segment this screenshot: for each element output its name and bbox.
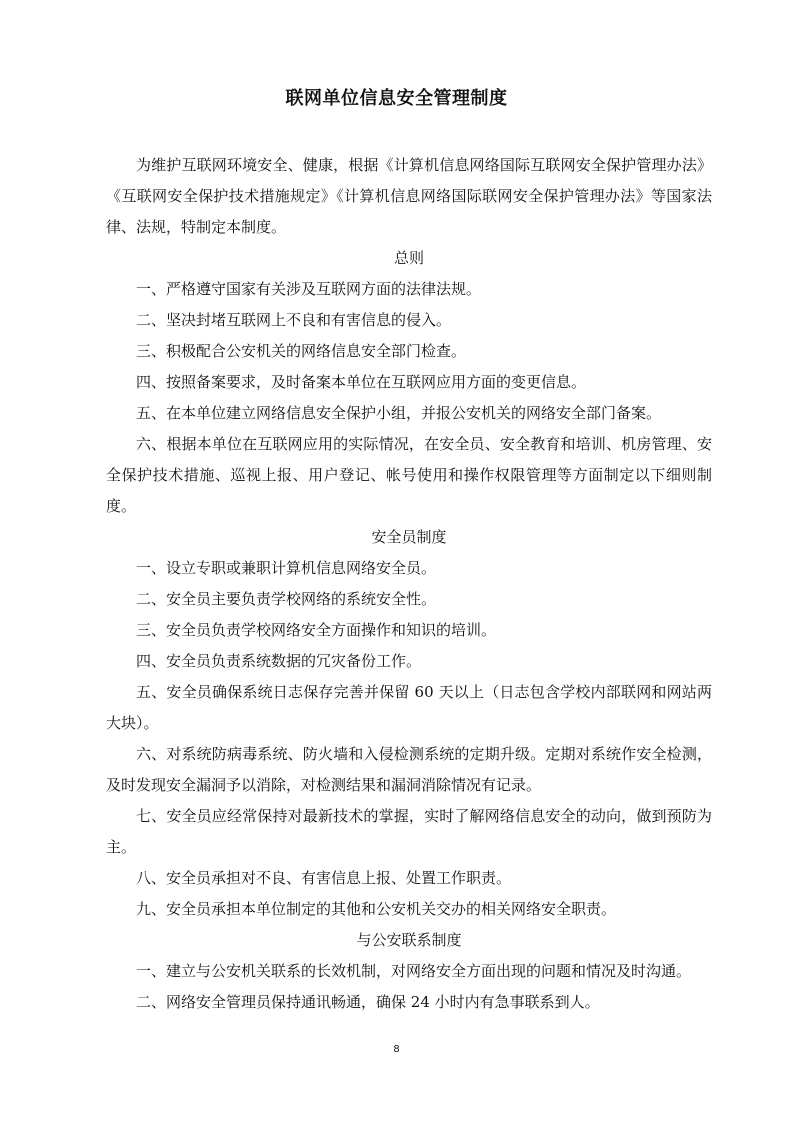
officer-item: 七、安全员应经常保持对最新技术的掌握，实时了解网络信息安全的动向，做到预防为主。: [106, 807, 712, 856]
general-item: 三、积极配合公安机关的网络信息安全部门检查。: [136, 342, 467, 360]
general-item: 四、按照备案要求，及时备案本单位在互联网应用方面的变更信息。: [136, 373, 587, 391]
intro-paragraph: 为维护互联网环境安全、健康，根据《计算机信息网络国际互联网安全保护管理办法》《互联网安全保护技术措施规定》《计算机信息网络国际联网安全保护管理办法》等国家法律、法规，特制定本制度。: [106, 156, 712, 236]
general-item: 五、在本单位建立网络信息安全保护小组，并报公安机关的网络安全部门备案。: [136, 404, 662, 422]
officer-item: 三、安全员负责学校网络安全方面操作和知识的培训。: [136, 621, 497, 639]
page-number: 8: [393, 1044, 400, 1055]
officer-item: 一、设立专职或兼职计算机信息网络安全员。: [136, 559, 437, 577]
police-item: 一、建立与公安机关联系的长效机制，对网络安全方面出现的问题和情况及时沟通。: [136, 962, 692, 980]
officer-item: 六、对系统防病毒系统、防火墙和入侵检测系统的定期升级。定期对系统作安全检测，及时发现安全漏洞予以消除，对检测结果和漏洞消除情况有记录。: [106, 745, 712, 794]
officer-item: 八、安全员承担对不良、有害信息上报、处置工作职责。: [136, 869, 512, 887]
section-heading-police: 与公安联系制度: [356, 931, 462, 949]
police-item: 二、网络安全管理员保持通讯畅通，确保 24 小时内有急事联系到人。: [136, 993, 600, 1011]
general-item: 二、坚决封堵互联网上不良和有害信息的侵入。: [136, 311, 452, 329]
document-body: [106, 150, 712, 1018]
section-heading-officer: 安全员制度: [371, 528, 447, 546]
section-heading-general: 总则: [393, 249, 424, 267]
general-item: 六、根据本单位在互联网应用的实际情况，在安全员、安全教育和培训、机房管理、安全保护技术措施、巡视上报、用户登记、帐号使用和操作权限管理等方面制定以下细则制度。: [106, 435, 712, 515]
document-title: 联网单位信息安全管理制度: [285, 88, 508, 109]
general-item: 一、严格遵守国家有关涉及互联网方面的法律法规。: [136, 280, 482, 298]
officer-item: 二、安全员主要负责学校网络的系统安全性。: [136, 590, 437, 608]
officer-item: 五、安全员确保系统日志保存完善并保留 60 天以上（日志包含学校内部联网和网站两大块）。: [106, 683, 712, 732]
officer-item: 九、安全员承担本单位制定的其他和公安机关交办的相关网络安全职责。: [136, 900, 617, 918]
officer-item: 四、安全员负责系统数据的冗灾备份工作。: [136, 652, 422, 670]
